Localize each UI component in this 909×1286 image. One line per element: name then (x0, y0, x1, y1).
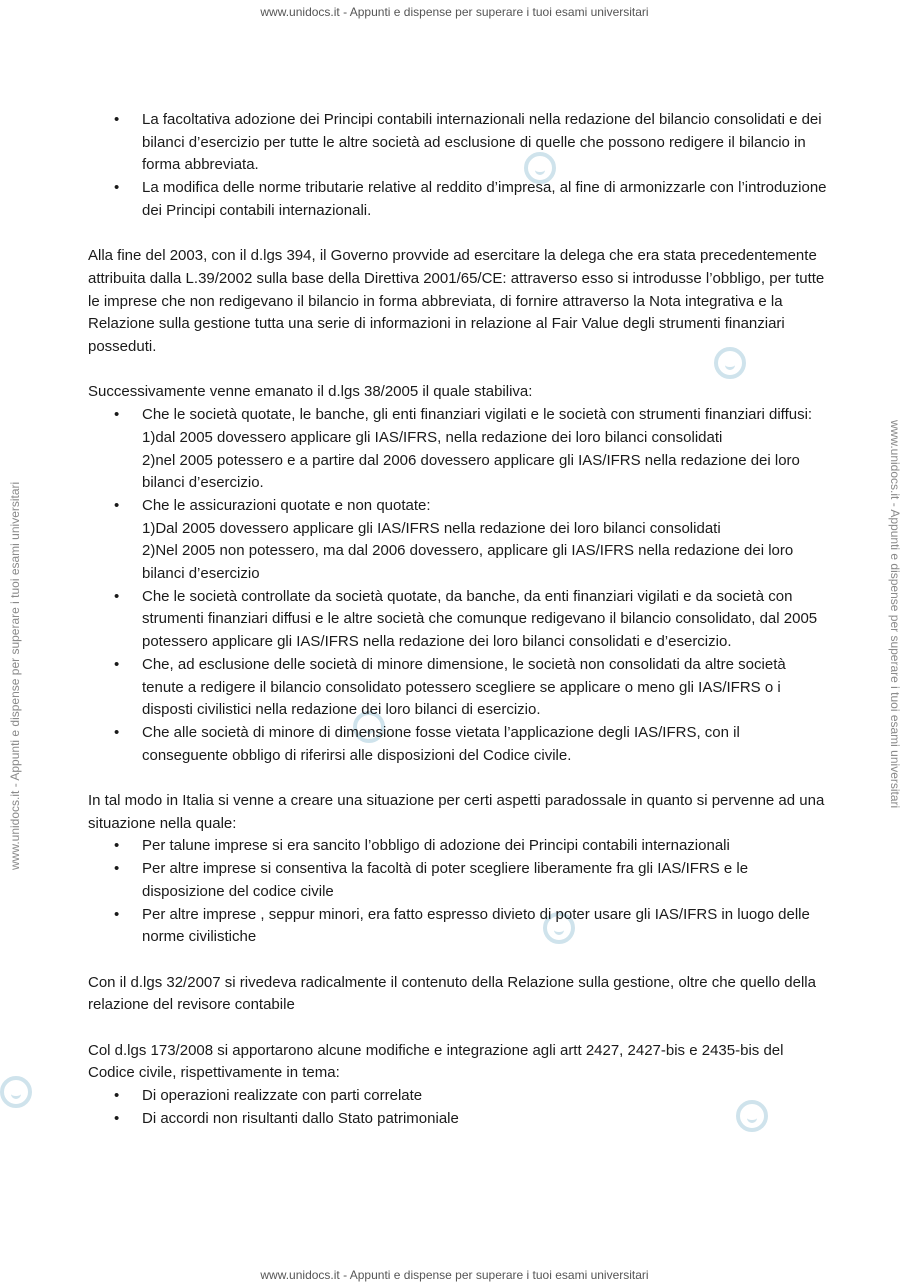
watermark-side-right: www.unidocs.it - Appunti e dispense per superare i tuoi esami universitari (888, 420, 902, 809)
list-item-sub: 2)Nel 2005 non potessero, ma dal 2006 dovessero, applicare gli IAS/IFRS nella redazione dei loro bilanci d’esercizio (142, 542, 794, 583)
list-item: • Per talune imprese si era sancito l’obbligo di adozione dei Principi contabili internazionali (88, 835, 828, 858)
list-item: • Per altre imprese si consentiva la facoltà di poter scegliere liberamente fra gli IAS/IFRS e le disposizione del codice civile (88, 858, 828, 903)
bullet-list-dlgs-38-2005 (88, 404, 828, 767)
bullet-list-dlgs-173-2008 (88, 1085, 828, 1130)
list-item: • Di operazioni realizzate con parti correlate (88, 1085, 828, 1108)
paragraph-dlgs-394-2003: Alla fine del 2003, con il d.lgs 394, il Governo provvide ad esercitare la delega che era stata precedentemente attribuita dalla L.39/2002 sulla base della Direttiva 2001/65/CE: attraverso esso si introdusse l’obbligo, per tutte le imprese che non redigevano il bilancio in forma abbreviata, di fornire attraverso la Nota integrativa e la Relazione sulla gestione tutta una serie di informazioni in relazione al Fair Value degli strumenti finanziari posseduti. (88, 247, 825, 356)
list-item: • Di accordi non risultanti dallo Stato patrimoniale (88, 1108, 828, 1131)
list-item (88, 495, 828, 586)
list-item-lead: • Che le assicurazioni quotate e non quotate: (142, 496, 431, 514)
list-item: • Che, ad esclusione delle società di minore dimensione, le società non consolidati da altre società tenute a redigere il bilancio consolidato potessero scegliere se applicare o meno gli IAS/IFRS o i disposti civilistici nella redazione dei loro bilanci di esercizio. (88, 654, 828, 722)
paragraph-situazione-italia: In tal modo in Italia si venne a creare una situazione per certi aspetti paradossale in quanto si pervenne ad una situazione nella quale: (88, 792, 825, 832)
document-body (88, 109, 828, 1131)
list-item (88, 404, 828, 495)
paragraph-dlgs-38-2005: Successivamente venne emanato il d.lgs 38/2005 il quale stabiliva: (88, 383, 533, 401)
bullet-list-ias-adoption (88, 109, 828, 223)
list-item: • La facoltativa adozione dei Principi contabili internazionali nella redazione del bilancio consolidati e dei bilanci d’esercizio per tutte le altre società ad esclusione di quelle che possono redigere il bilancio in forma abbreviata. (88, 109, 828, 177)
list-item-sub: 1)dal 2005 dovessero applicare gli IAS/IFRS, nella redazione dei loro bilanci consolidati (142, 428, 723, 446)
watermark-side-left: www.unidocs.it - Appunti e dispense per superare i tuoi esami universitari (8, 481, 22, 870)
watermark-footer: www.unidocs.it - Appunti e dispense per superare i tuoi esami universitari (260, 1268, 649, 1282)
list-item: • La modifica delle norme tributarie relative al reddito d’impresa, al fine di armonizzarle con l’introduzione dei Principi contabili internazionali. (88, 177, 828, 222)
bullet-list-situazione (88, 835, 828, 949)
list-item-lead: • Che le società quotate, le banche, gli enti finanziari vigilati e le società con strumenti finanziari diffusi: (142, 406, 813, 424)
paragraph-dlgs-32-2007: Con il d.lgs 32/2007 si rivedeva radicalmente il contenuto della Relazione sulla gestione, oltre che quello della relazione del revisore contabile (88, 973, 816, 1014)
list-item: • Che alle società di minore di dimensione fosse vietata l’applicazione degli IAS/IFRS, con il conseguente obbligo di riferirsi alle disposizioni del Codice civile. (88, 722, 828, 767)
list-item-sub: 1)Dal 2005 dovessero applicare gli IAS/IFRS nella redazione dei loro bilanci consolidati (142, 519, 721, 537)
list-item: • Che le società controllate da società quotate, da banche, da enti finanziari vigilati e da società con strumenti finanziari diffusi e le altre società che comunque redigevano il bilancio consolidato, dal 2005 potessero applicare gli IAS/IFRS nella redazione dei loro bilanci consolidati e d’esercizio. (88, 586, 828, 654)
watermark-header: www.unidocs.it - Appunti e dispense per superare i tuoi esami universitari (260, 5, 649, 19)
paragraph-dlgs-173-2008: Col d.lgs 173/2008 si apportarono alcune modifiche e integrazione agli artt 2427, 2427-bis e 2435-bis del Codice civile, rispettivamente in tema: (88, 1041, 784, 1082)
unidocs-smile-logo-icon (0, 1076, 32, 1108)
list-item: • Per altre imprese , seppur minori, era fatto espresso divieto di poter usare gli IAS/IFRS in luogo delle norme civilistiche (88, 904, 828, 949)
list-item-sub: 2)nel 2005 potessero e a partire dal 2006 dovessero applicare gli IAS/IFRS nella redazione dei loro bilanci d’esercizio. (142, 451, 800, 492)
